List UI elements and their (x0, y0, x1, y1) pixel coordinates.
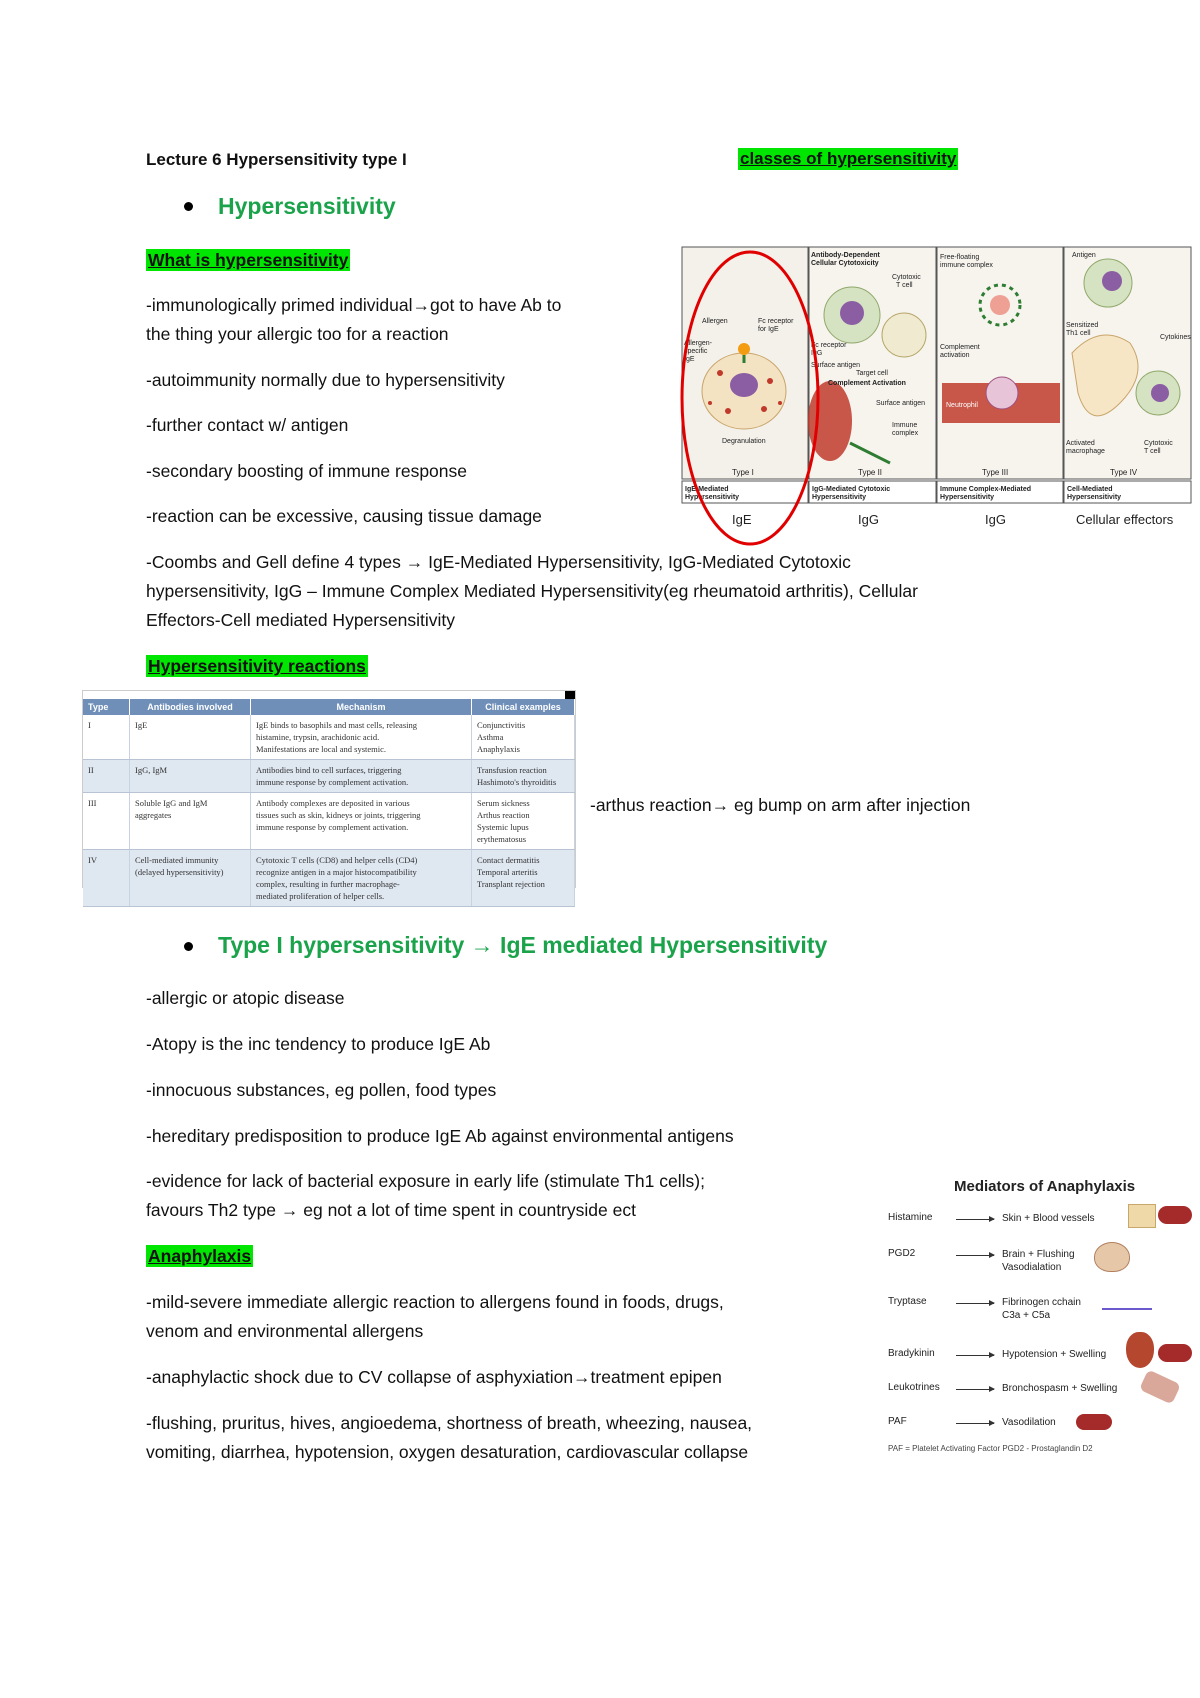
table-header: Clinical examples (472, 699, 575, 715)
text-line: -further contact w/ antigen (146, 415, 349, 435)
arrow-icon (956, 1355, 994, 1356)
mediator-effect: Bronchospasm + Swelling (1002, 1383, 1118, 1394)
svg-text:Neutrophil: Neutrophil (946, 402, 978, 409)
svg-text:Surface antigen: Surface antigen (811, 362, 861, 369)
svg-text:IgG: IgG (985, 512, 1006, 527)
mediator-effect: Brain + Flushing Vasodialation (1002, 1249, 1075, 1273)
text-line: -flushing, pruritus, hives, angioedema, shortness of breath, wheezing, nausea, (146, 1413, 753, 1433)
svg-text:Allergen-: Allergen- (684, 340, 713, 347)
svg-text:IgE: IgE (732, 512, 752, 527)
svg-text:Antigen: Antigen (1072, 252, 1096, 259)
section-heading-type1: Type I hypersensitivity → IgE mediated Hypersensitivity (218, 932, 828, 958)
classes-label: classes of hypersensitivity (740, 149, 957, 168)
svg-text:Activated: Activated (1066, 440, 1095, 447)
mediators-footnote: PAF = Platelet Activating Factor PGD2 - Prostaglandin D2 (888, 1444, 1093, 1453)
svg-text:Fc receptor: Fc receptor (758, 318, 794, 325)
table-row: IV Cell-mediated immunity (delayed hypersensitivity) Cytotoxic T cells (CD8) and helper cells (CD4) recognize antigen in a major histocompatibility complex, resulting in further macrophage- mediated proliferation of helper cells. Contact dermatitis Temporal arteritis Transplant rejection (83, 850, 575, 907)
svg-text:Complement: Complement (940, 344, 980, 351)
svg-text:Cellular effectors: Cellular effectors (1076, 512, 1174, 527)
text-line: -mild-severe immediate allergic reaction to allergens found in foods, drugs, (146, 1292, 724, 1312)
text-line: -allergic or atopic disease (146, 988, 345, 1008)
svg-text:Type II: Type II (858, 468, 883, 477)
what-is-label: What is hypersensitivity (148, 250, 349, 270)
arrow-icon (956, 1303, 994, 1304)
svg-text:Type III: Type III (982, 468, 1009, 477)
svg-text:Target cell: Target cell (856, 370, 888, 377)
blood-vessel-icon (1076, 1414, 1112, 1430)
mediator-name: PGD2 (888, 1248, 916, 1259)
svg-text:Complement Activation: Complement Activation (828, 380, 906, 387)
reactions-table (83, 699, 575, 907)
svg-text:IgG: IgG (858, 512, 879, 527)
svg-text:macrophage: macrophage (1066, 448, 1105, 455)
mediators-figure (880, 1172, 1198, 1462)
table-header: Antibodies involved (130, 699, 251, 715)
mediator-effect: Fibrinogen cchain C3a + C5a (1002, 1297, 1081, 1321)
svg-text:IgG: IgG (811, 350, 823, 357)
svg-text:Allergen: Allergen (702, 318, 728, 325)
svg-text:Type IV: Type IV (1110, 468, 1138, 477)
text-line: -hereditary predisposition to produce IgE Ab against environmental antigens (146, 1126, 734, 1146)
mediator-name: Histamine (888, 1212, 933, 1223)
svg-text:Fc receptor: Fc receptor (811, 342, 847, 349)
page-title: Lecture 6 Hypersensitivity type I (146, 150, 407, 169)
svg-text:Cell-Mediated: Cell-Mediated (1067, 486, 1113, 493)
svg-text:Surface antigen: Surface antigen (876, 400, 926, 407)
text-line: -Atopy is the inc tendency to produce IgE Ab (146, 1034, 491, 1054)
table-row: I IgE IgE binds to basophils and mast cells, releasing histamine, trypsin, arachidonic acid. Manifestations are local and systemic. Conjunctivitis Asthma Anaphylaxis (83, 715, 575, 760)
mediator-effect: Vasodilation (1002, 1417, 1056, 1428)
text-line: Effectors-Cell mediated Hypersensitivity (146, 610, 455, 630)
svg-text:Cellular Cytotoxicity: Cellular Cytotoxicity (811, 260, 879, 267)
section-heading-hypersensitivity: Hypersensitivity (218, 193, 396, 219)
svg-text:T cell: T cell (896, 282, 913, 289)
svg-text:Hypersensitivity: Hypersensitivity (812, 494, 867, 501)
mediators-title: Mediators of Anaphylaxis (954, 1178, 1136, 1195)
svg-text:Hypersensitivity: Hypersensitivity (685, 494, 740, 501)
heart-icon (1126, 1332, 1154, 1368)
reactions-table-figure (82, 690, 576, 901)
svg-text:Cytotoxic: Cytotoxic (892, 274, 921, 281)
corner-mark (565, 691, 575, 699)
svg-text:T cell: T cell (1144, 448, 1161, 455)
text-line: venom and environmental allergens (146, 1321, 424, 1341)
arrow-icon (956, 1219, 994, 1220)
bullet-icon (184, 942, 193, 951)
text-line: -secondary boosting of immune response (146, 461, 468, 481)
mediator-name: Tryptase (888, 1296, 927, 1307)
mediator-name: PAF (888, 1416, 907, 1427)
svg-text:IgE-Mediated: IgE-Mediated (685, 486, 729, 493)
svg-text:Immune Complex-Mediated: Immune Complex-Mediated (940, 486, 1032, 493)
bullet-icon (184, 202, 193, 211)
text-line: -reaction can be excessive, causing tissue damage (146, 506, 542, 526)
arrow-icon (956, 1255, 994, 1256)
svg-text:Cytotoxic: Cytotoxic (1144, 440, 1173, 447)
brain-icon (1094, 1242, 1130, 1272)
text-line: the thing your allergic too for a reaction (146, 324, 449, 344)
text-line: -autoimmunity normally due to hypersensitivity (146, 370, 505, 390)
text-line: -anaphylactic shock due to CV collapse of asphyxiation→treatment epipen (146, 1367, 722, 1387)
mediator-name: Leukotrines (888, 1382, 940, 1393)
text-line: -immunologically primed individual→got to have Ab to (146, 295, 562, 315)
text-line: -evidence for lack of bacterial exposure in early life (stimulate Th1 cells); (146, 1171, 705, 1191)
svg-text:for IgE: for IgE (758, 326, 779, 333)
svg-text:Sensitized: Sensitized (1066, 322, 1099, 329)
svg-text:Degranulation: Degranulation (722, 438, 766, 445)
svg-text:immune complex: immune complex (940, 262, 993, 269)
mediator-effect: Hypotension + Swelling (1002, 1349, 1107, 1360)
arrow-icon (956, 1423, 994, 1424)
svg-text:Hypersensitivity: Hypersensitivity (940, 494, 995, 501)
classes-figure (680, 243, 1194, 539)
svg-text:Antibody-Dependent: Antibody-Dependent (811, 252, 880, 259)
skin-icon (1128, 1204, 1156, 1228)
svg-text:activation: activation (940, 352, 970, 359)
fibrinogen-icon (1102, 1284, 1152, 1310)
text-line: -innocuous substances, eg pollen, food types (146, 1080, 497, 1100)
svg-text:complex: complex (892, 430, 919, 437)
svg-text:IgE: IgE (684, 356, 695, 363)
text-line: hypersensitivity, IgG – Immune Complex Mediated Hypersensitivity(eg rheumatoid arthritis), Cellular (146, 581, 918, 601)
table-header: Type (83, 699, 130, 715)
svg-text:Th1 cell: Th1 cell (1066, 330, 1091, 337)
anaphylaxis-label: Anaphylaxis (148, 1246, 252, 1266)
table-row: III Soluble IgG and IgM aggregates Antibody complexes are deposited in various tissues such as skin, kidneys or joints, triggering immune response by complement activation. Serum sickness Arthus reaction Systemic lupus erythematosus (83, 793, 575, 850)
reactions-label: Hypersensitivity reactions (148, 656, 366, 676)
svg-text:Hypersensitivity: Hypersensitivity (1067, 494, 1122, 501)
svg-text:Free-floating: Free-floating (940, 254, 980, 261)
table-header: Mechanism (251, 699, 472, 715)
svg-text:Cytokines: Cytokines (1160, 334, 1191, 341)
svg-text:specific: specific (684, 348, 708, 355)
svg-text:Immune: Immune (892, 422, 918, 429)
table-row: II IgG, IgM Antibodies bind to cell surfaces, triggering immune response by complement activation. Transfusion reaction Hashimoto's thyroiditis (83, 760, 575, 793)
blood-vessel-icon (1158, 1206, 1192, 1224)
text-line: favours Th2 type → eg not a lot of time spent in countryside ect (146, 1200, 636, 1220)
text-line: -Coombs and Gell define 4 types → IgE-Mediated Hypersensitivity, IgG-Mediated Cytotoxic (146, 552, 851, 572)
arrow-icon (956, 1389, 994, 1390)
arthus-text: -arthus reaction→ eg bump on arm after injection (590, 795, 971, 815)
svg-text:IgG-Mediated Cytotoxic: IgG-Mediated Cytotoxic (812, 486, 891, 493)
mediator-name: Bradykinin (888, 1348, 935, 1359)
text-line: vomiting, diarrhea, hypotension, oxygen desaturation, cardiovascular collapse (146, 1442, 749, 1462)
svg-text:Type I: Type I (732, 468, 754, 477)
mediator-effect: Skin + Blood vessels (1002, 1213, 1095, 1224)
blood-vessel-icon (1158, 1344, 1192, 1362)
bronchi-icon (1139, 1369, 1181, 1404)
